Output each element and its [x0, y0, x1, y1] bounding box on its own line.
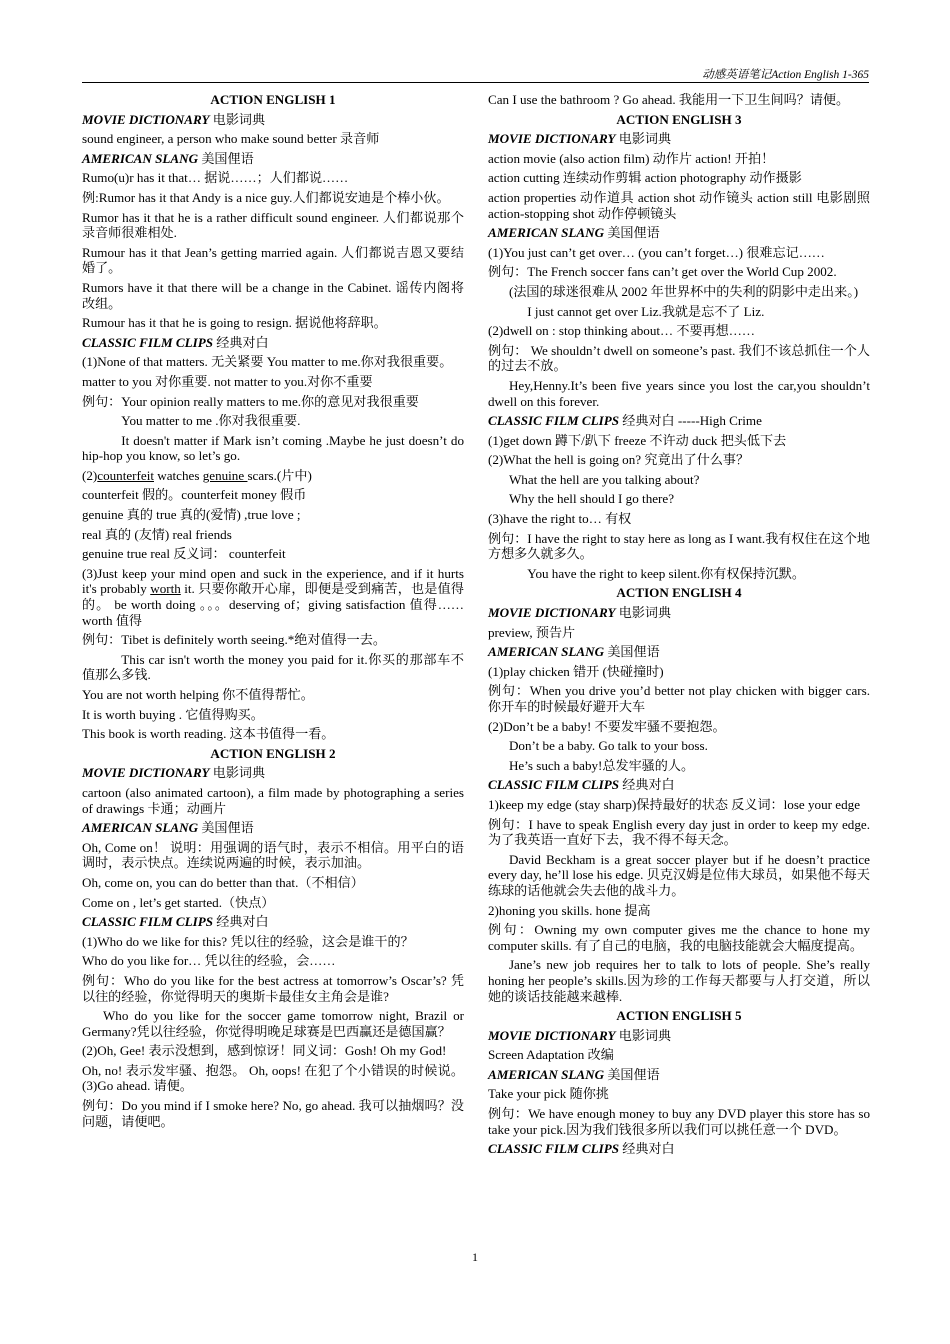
right-column [488, 92, 870, 1161]
text-line: genuine true real 反义词： counterfeit [82, 546, 286, 562]
text-line: 例句：When you drive you’d better not play chicken with bigger cars. 你开车的时候最好避开大车 [488, 683, 870, 714]
text-line: (法国的球迷很难从 2002 年世界杯中的失利的阴影中走出来。) [508, 283, 859, 299]
lesson-heading: ACTION ENGLISH 3 [616, 111, 742, 127]
text-line: Screen Adaptation 改编 [488, 1047, 614, 1063]
section-label-cn: 经典对白 [618, 1141, 675, 1157]
text-line: Don’t be a baby. Go talk to your boss. [508, 738, 708, 754]
text-line: It doesn't matter if Mark isn’t coming .Maybe he just doesn’t do hip-hop you know, so let’s go. [82, 432, 464, 464]
section-label-en: CLASSIC FILM CLIPS [488, 777, 619, 793]
section-label-en: MOVIE DICTIONARY [488, 1027, 616, 1043]
text-line: Come on , let’s get started.（快点） [82, 894, 275, 910]
section-label [488, 1028, 870, 1044]
text-line: You matter to me .你对我很重要. [121, 413, 301, 429]
text-line: Rumour has it that Jean’s getting married again. 人们都说吉恩又要结婚了。 [82, 244, 464, 276]
text-line: (3)Just keep your mind open and suck in the experience, and if it hurts it's probably worth it. 只要你敞开心扉，即便是受到痛苦，也是值得的。 be worth doing 。。。deserving of；giving satisfaction 值得…… worth 值得 [82, 565, 464, 628]
section-label [82, 914, 464, 930]
section-label-en: MOVIE DICTIONARY [488, 605, 616, 621]
text-line: cartoon (also animated cartoon), a film made by photographing a series of drawings 卡通；动画片 [82, 784, 464, 816]
text-line: You are not worth helping 你不值得帮忙。 [82, 687, 314, 702]
text-line: What the hell are you talking about? [508, 471, 700, 487]
lesson-heading: ACTION ENGLISH 5 [616, 1008, 742, 1024]
lesson-heading: ACTION ENGLISH 1 [210, 92, 336, 107]
text-line: (2)counterfeit watches genuine scars.(片中) [82, 467, 312, 483]
text-line: (2)What the hell is going on? 究竟出了什么事？ [488, 452, 750, 468]
section-label [82, 820, 464, 836]
section-label-cn: 经典对白 -----High Crime [618, 413, 762, 429]
text-line: (1)None of that matters. 无关紧要 You matter to me.你对我很重要。 [82, 354, 453, 370]
section-label-en: AMERICAN SLANG [82, 150, 199, 166]
text-line: It is worth buying . 它值得购买。 [82, 706, 264, 722]
section-label-en: CLASSIC FILM CLIPS [488, 1141, 619, 1157]
page-number: 1 [472, 1250, 478, 1264]
text-line: Why the hell should I go there? [508, 491, 675, 507]
text-line: Rumour has it that he is going to resign. 据说他将辞职。 [82, 315, 387, 331]
section-label [488, 644, 870, 660]
text-line: (1)get down 蹲下/趴下 freeze 不许动 duck 把头低下去 [488, 432, 787, 448]
section-label [82, 335, 464, 351]
text-line: preview, 预告片 [488, 624, 576, 640]
text-line: 例句：I have to speak English every day just in order to keep my edge.为了我英语一直好下去，我不得不每天念。 [488, 816, 870, 848]
section-label [488, 777, 870, 793]
section-label-en: CLASSIC FILM CLIPS [82, 914, 213, 930]
section-label-cn: 经典对白 [212, 334, 269, 350]
text-line: Who do you like for… 凭以往的经验，会…… [82, 953, 336, 969]
text-line: 例句：Tibet is definitely worth seeing.*绝对值得一去。 [82, 632, 386, 648]
section-label [82, 765, 464, 781]
lesson-heading: ACTION ENGLISH 2 [210, 745, 336, 761]
text-line: Hey,Henny.It’s been five years since you lost the car,you shouldn’t dwell on this forever. [488, 377, 870, 409]
text-line: (1)You just can’t get over… (you can’t forget…) 很难忘记…… [488, 244, 825, 260]
section-label-cn: 美国俚语 [198, 150, 254, 166]
section-label-cn: 电影词典 [209, 111, 266, 127]
text-line: Jane’s new job requires her to talk to lots of people. She’s really honing her people’s skills.因为珍的工作每天都要与人打交道，所以她的谈话技能越来越棒. [488, 957, 870, 1004]
section-label [82, 151, 464, 167]
section-label-en: MOVIE DICTIONARY [82, 765, 210, 781]
section-label-cn: 美国俚语 [604, 225, 660, 241]
text-line: Oh, come on, you can do better than that.（不相信） [82, 874, 364, 890]
text-line: Take your pick 随你挑 [488, 1086, 609, 1102]
section-label-cn: 经典对白 [212, 914, 269, 930]
text-line: matter to you 对你重要. not matter to you.对你不重要 [82, 373, 373, 389]
section-label-cn: 经典对白 [618, 777, 675, 793]
text-line: real 真的 (友情) real friends [82, 526, 232, 542]
section-label-en: MOVIE DICTIONARY [488, 131, 616, 147]
section-label-en: CLASSIC FILM CLIPS [488, 413, 619, 429]
text-line: action movie (also action film) 动作片 action! 开拍！ [488, 150, 775, 166]
text-line: This car isn't worth the money you paid for it.你买的那部车不值那么多钱. [82, 651, 464, 683]
text-line: 例句：I have the right to stay here as long as I want.我有权住在这个地方想多久就多久。 [488, 530, 870, 562]
text-line: I just cannot get over Liz.我就是忘不了 Liz. [527, 303, 765, 319]
text-line: 例:Rumor has it that Andy is a nice guy.人们都说安迪是个棒小伙。 [82, 189, 450, 205]
section-label [488, 1141, 870, 1157]
section-label-cn: 美国俚语 [604, 644, 660, 660]
text-line: He’s such a baby!总发牢骚的人。 [508, 757, 695, 773]
text-line: 例句：Do you mind if I smoke here? No, go ahead. 我可以抽烟吗？没问题，请便吧。 [82, 1098, 464, 1129]
text-line: (2)Oh, Gee! 表示没想到，感到惊讶！同义词：Gosh! Oh my God! [82, 1043, 447, 1059]
text-line: 例句：Who do you like for the best actress at tomorrow’s Oscar’s? 凭以往的经验，你觉得明天的奥斯卡最佳女主角会是谁? [82, 972, 464, 1004]
section-label [488, 1067, 870, 1083]
text-line: 例句：Owning my own computer gives me the chance to hone my computer skills. 有了自己的电脑，我的电脑技能就会大幅度提高。 [488, 922, 870, 953]
text-line: genuine 真的 true 真的(爱情) ,true love ; [82, 507, 301, 523]
section-label [488, 413, 870, 429]
section-label-en: AMERICAN SLANG [488, 644, 605, 660]
header-rule [82, 82, 869, 83]
text-line: action cutting 连续动作剪辑 action photography 动作摄影 [488, 170, 802, 186]
text-line: Oh, Come on！ 说明：用强调的语气时，表示不相信。用平白的语调时，表示快点。连续说两遍的时候，表示加油。 [82, 839, 464, 871]
text-line: Rumors have it that there will be a change in the Cabinet. 谣传内阁将改组。 [82, 279, 464, 311]
section-label [488, 131, 870, 147]
section-label-cn: 电影词典 [615, 605, 672, 621]
text-line: This book is worth reading. 这本书值得一看。 [82, 726, 335, 742]
text-line: 1)keep my edge (stay sharp)保持最好的状态 反义词：lose your edge [488, 796, 861, 812]
text-line: (1)Who do we like for this? 凭以往的经验，这会是谁干的？ [82, 933, 414, 949]
section-label-cn: 美国俚语 [604, 1066, 660, 1082]
text-line: Rumo(u)r has it that… 据说……；人们都说…… [82, 170, 349, 186]
text-line: 例句： We shouldn’t dwell on someone’s past. 我们不该总抓住一个人的过去不放。 [488, 342, 870, 374]
text-line: counterfeit 假的。counterfeit money 假币 [82, 487, 307, 503]
section-label-en: CLASSIC FILM CLIPS [82, 334, 213, 350]
section-label-en: AMERICAN SLANG [82, 820, 199, 836]
text-line: (1)play chicken 错开 (快碰撞时) [488, 663, 664, 679]
section-label-en: AMERICAN SLANG [488, 225, 605, 241]
text-line: David Beckham is a great soccer player but if he doesn’t practice every day, he’ll lose his edge. 贝克汉姆是位伟大球员，如果他不每天练球的话他就会失去他的战斗力。 [488, 851, 870, 898]
left-column [82, 92, 464, 1133]
section-label [82, 112, 464, 128]
section-label [488, 225, 870, 241]
text-line: You have the right to keep silent.你有权保持沉默。 [527, 565, 805, 581]
section-label-cn: 美国俚语 [198, 820, 254, 836]
section-label-cn: 电影词典 [209, 765, 266, 781]
text-line: sound engineer, a person who make sound better 录音师 [82, 131, 380, 147]
lesson-heading: ACTION ENGLISH 4 [616, 585, 742, 601]
running-header: 动感英语笔记Action English 1-365 [702, 69, 869, 81]
text-line: 例句：Your opinion really matters to me.你的意见对我很重要 [82, 393, 419, 409]
text-line: 例句：The French soccer fans can’t get over the World Cup 2002. [488, 264, 837, 280]
text-line: (2)dwell on : stop thinking about… 不要再想…… [488, 323, 755, 339]
text-line: Rumor has it that he is a rather difficult sound engineer. 人们都说那个录音师很难相处. [82, 209, 464, 241]
text-line: (3)have the right to… 有权 [488, 511, 632, 527]
section-label-cn: 电影词典 [615, 1027, 672, 1043]
section-label-cn: 电影词典 [615, 131, 672, 147]
text-line: Can I use the bathroom ? Go ahead. 我能用一下卫生间吗？请便。 [488, 92, 850, 107]
text-line: 例句：We have enough money to buy any DVD player this store has so take your pick.因为我们钱很多所以我们可以挑任意一个 DVD。 [488, 1106, 870, 1137]
section-label-en: AMERICAN SLANG [488, 1066, 605, 1082]
text-line: (2)Don’t be a baby! 不要发牢骚不要抱怨。 [488, 718, 726, 734]
text-line: Who do you like for the soccer game tomorrow night, Brazil or Germany?凭以往经验，你觉得明晚足球赛是巴西赢还是德国赢？ [82, 1008, 464, 1039]
text-line: 2)honing you skills. hone 提高 [488, 902, 651, 918]
section-label-en: MOVIE DICTIONARY [82, 111, 210, 127]
text-line: Oh, no! 表示发牢骚、抱怨。 Oh, oops! 在犯了个小错误的时候说。 (3)Go ahead. 请便。 [82, 1062, 464, 1094]
section-label [488, 605, 870, 621]
text-line: action properties 动作道具 action shot 动作镜头 action still 电影剧照 action-stopping shot 动作停顿镜头 [488, 189, 870, 221]
